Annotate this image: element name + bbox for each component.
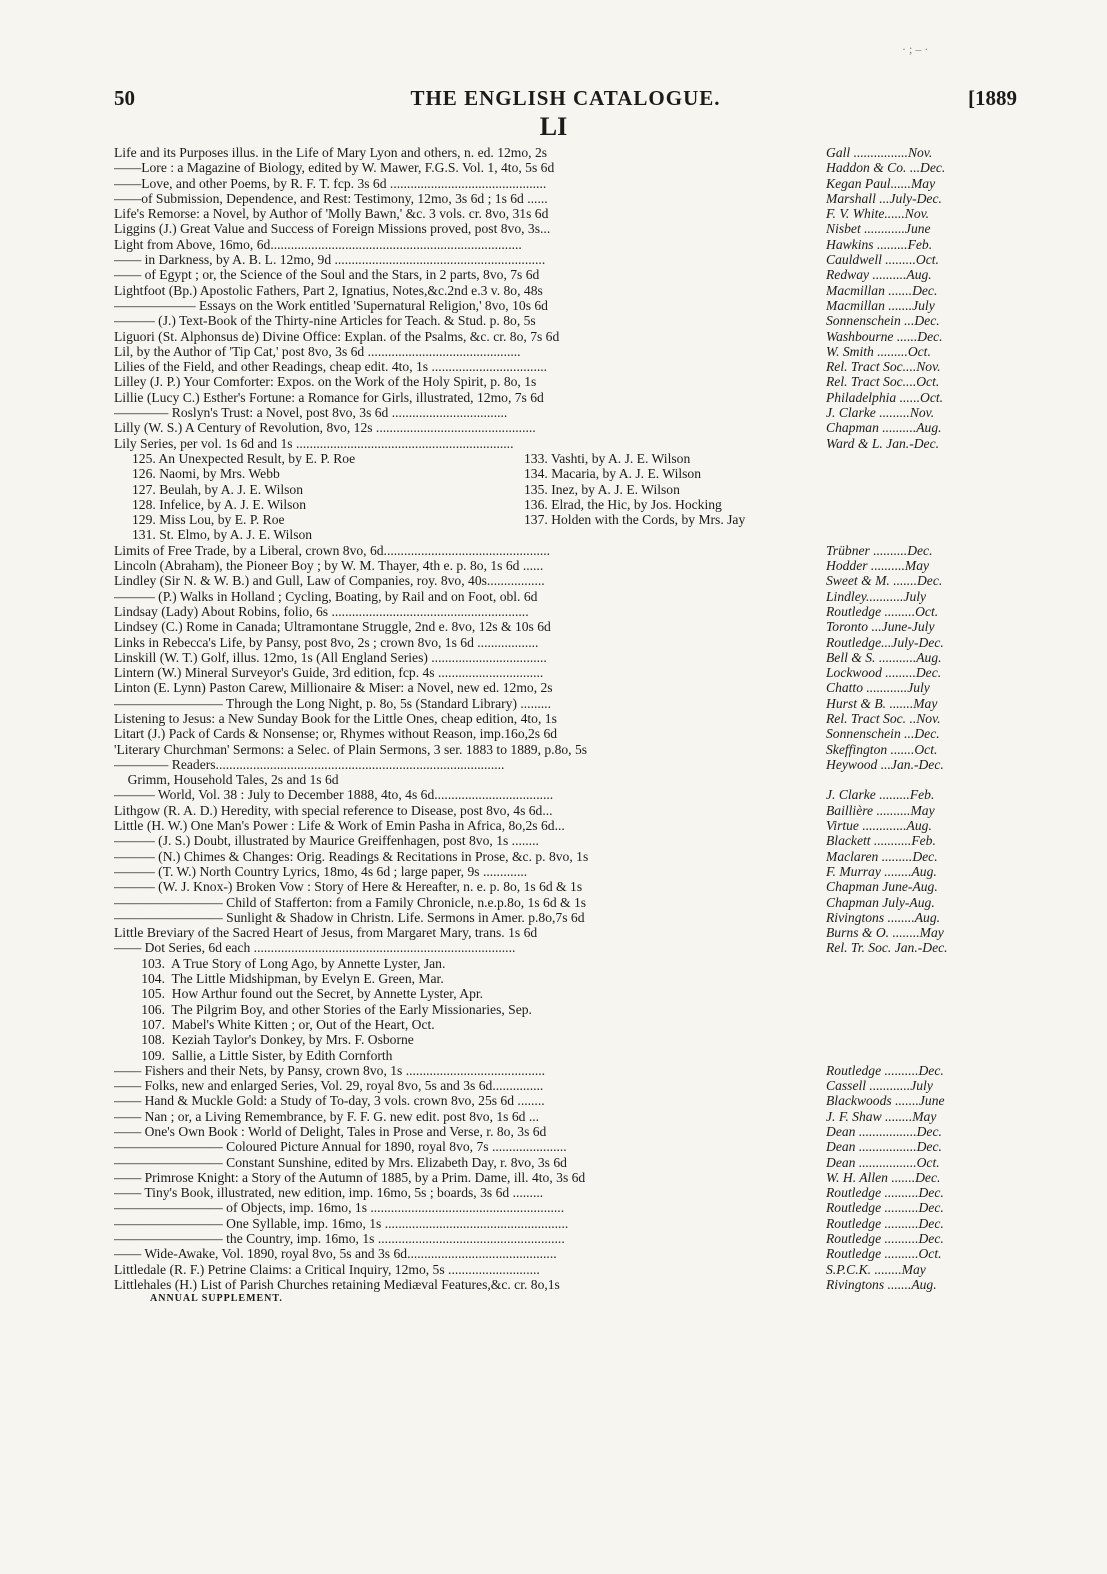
entry-publisher: Cassell ............July xyxy=(826,1078,933,1094)
entry-text: Lilies of the Field, and other Readings, cheap edit. 4to, 1s .................................. xyxy=(114,359,548,375)
catalogue-entry xyxy=(114,589,1019,604)
series-item: 129. Miss Lou, by E. P. Roe xyxy=(132,512,285,528)
entry-text: Little Breviary of the Sacred Heart of Jesus, from Margaret Mary, trans. 1s 6d xyxy=(114,925,538,941)
entry-text: ——Lore : a Magazine of Biology, edited by W. Mawer, F.G.S. Vol. 1, 4to, 5s 6d xyxy=(114,160,555,176)
catalogue-entry xyxy=(114,1216,1019,1231)
entry-publisher: Chapman ..........Aug. xyxy=(826,420,942,436)
catalogue-entry xyxy=(114,1063,1019,1078)
entry-publisher: Sweet & M. .......Dec. xyxy=(826,573,943,589)
catalogue-entry xyxy=(114,405,1019,420)
catalogue-entry xyxy=(114,1277,1019,1292)
entry-text: ——— (N.) Chimes & Changes: Orig. Readings & Recitations in Prose, &c. p. 8vo, 1s xyxy=(114,848,589,864)
entry-list xyxy=(114,145,1019,1306)
catalogue-entry xyxy=(114,1078,1019,1093)
catalogue-entry xyxy=(114,1170,1019,1185)
catalogue-entry xyxy=(114,619,1019,634)
entry-publisher: Dean .................Dec. xyxy=(826,1139,942,1155)
entry-publisher: Gall ................Nov. xyxy=(826,145,933,160)
entry-text: —— Tiny's Book, illustrated, new edition, imp. 16mo, 5s ; boards, 3s 6d ......... xyxy=(114,1185,544,1201)
entry-text: —— Primrose Knight: a Story of the Autumn of 1885, by a Prim. Dame, ill. 4to, 3s 6d xyxy=(114,1169,586,1185)
entry-text: —— of Egypt ; or, the Science of the Soul and the Stars, in 2 parts, 8vo, 7s 6d xyxy=(114,267,540,283)
entry-publisher: S.P.C.K. ........May xyxy=(826,1261,926,1277)
entry-publisher: Burns & O. ........May xyxy=(826,925,944,941)
catalogue-entry xyxy=(114,849,1019,864)
catalogue-entry xyxy=(114,283,1019,298)
entry-publisher: Redway ..........Aug. xyxy=(826,267,932,283)
entry-publisher: J. F. Shaw ........May xyxy=(826,1108,937,1124)
entry-publisher: Rivingtons .......Aug. xyxy=(826,1276,937,1292)
entry-text: Linton (E. Lynn) Paston Carew, Millionaire & Miser: a Novel, new ed. 12mo, 2s xyxy=(114,680,553,696)
entry-publisher: W. Smith .........Oct. xyxy=(826,343,931,359)
entry-publisher: Hawkins .........Feb. xyxy=(826,236,933,252)
series-item: 136. Elrad, the Hic, by Jos. Hocking xyxy=(524,496,722,512)
entry-text: ———— Roslyn's Trust: a Novel, post 8vo, 3s 6d .................................. xyxy=(114,405,508,421)
entry-text: Lil, by the Author of 'Tip Cat,' post 8vo, 3s 6d ............................................. xyxy=(114,343,521,359)
entry-publisher: Virtue .............Aug. xyxy=(826,818,932,834)
entry-publisher: Philadelphia ......Oct. xyxy=(826,389,944,405)
entry-publisher: W. H. Allen .......Dec. xyxy=(826,1169,941,1185)
entry-text: Litart (J.) Pack of Cards & Nonsense; or, Rhymes without Reason, imp.16o,2s 6d xyxy=(114,726,558,742)
entry-publisher: F. V. White......Nov. xyxy=(826,206,930,222)
entry-text: ———————— of Objects, imp. 16mo, 1s ......................................................... xyxy=(114,1200,565,1216)
entry-publisher: Routledge ..........Dec. xyxy=(826,1062,944,1078)
catalogue-entry xyxy=(114,252,1019,267)
catalogue-entry xyxy=(114,940,1019,955)
entry-text: Lincoln (Abraham), the Pioneer Boy ; by W. M. Thayer, 4th e. p. 8o, 1s 6d ...... xyxy=(114,558,544,574)
entry-text: —— in Darkness, by A. B. L. 12mo, 9d .............................................................. xyxy=(114,252,546,268)
series-item-row xyxy=(114,451,1019,466)
catalogue-entry xyxy=(114,374,1019,389)
entry-text: ——— World, Vol. 38 : July to December 1888, 4to, 4s 6d................................... xyxy=(114,787,554,803)
entry-publisher: Routledge .........Oct. xyxy=(826,603,939,619)
entry-text: Littledale (R. F.) Petrine Claims: a Critical Inquiry, 12mo, 5s ........................... xyxy=(114,1261,540,1277)
series-item: 127. Beulah, by A. J. E. Wilson xyxy=(132,481,304,497)
catalogue-entry xyxy=(114,145,1019,160)
entry-text: ——— (T. W.) North Country Lyrics, 18mo, 4s 6d ; large paper, 9s ............. xyxy=(114,863,528,879)
entry-publisher: Lockwood .........Dec. xyxy=(826,665,942,681)
catalogue-entry xyxy=(114,420,1019,435)
entry-publisher: Routledge...July-Dec. xyxy=(826,634,944,650)
catalogue-entry xyxy=(114,757,1019,772)
entry-text: ——— (J. S.) Doubt, illustrated by Maurice Greiffenhagen, post 8vo, 1s ........ xyxy=(114,833,539,849)
series-item: 106. The Pilgrim Boy, and other Stories of the Early Missionaries, Sep. xyxy=(114,1001,532,1017)
entry-text: Lithgow (R. A. D.) Heredity, with special reference to Disease, post 8vo, 4s 6d... xyxy=(114,802,553,818)
entry-publisher: Haddon & Co. ...Dec. xyxy=(826,160,946,176)
catalogue-entry xyxy=(114,818,1019,833)
entry-publisher: Ward & L. Jan.-Dec. xyxy=(826,435,940,451)
entry-text: —— Fishers and their Nets, by Pansy, crown 8vo, 1s ......................................... xyxy=(114,1062,546,1078)
catalogue-entry xyxy=(114,237,1019,252)
catalogue-entry xyxy=(114,176,1019,191)
entry-text: ———————— Child of Stafferton: from a Family Chronicle, n.e.p.8o, 1s 6d & 1s xyxy=(114,894,587,910)
catalogue-entry xyxy=(114,1200,1019,1215)
entry-publisher: Routledge ..........Dec. xyxy=(826,1231,944,1247)
catalogue-entry xyxy=(114,910,1019,925)
series-item: 137. Holden with the Cords, by Mrs. Jay xyxy=(524,512,746,528)
series-item: 128. Infelice, by A. J. E. Wilson xyxy=(132,496,307,512)
entry-publisher: Marshall ...July-Dec. xyxy=(826,190,942,206)
entry-text: Lily Series, per vol. 1s 6d and 1s ................................................................ xyxy=(114,435,514,451)
entry-text: Lindsey (C.) Rome in Canada; Ultramontane Struggle, 2nd e. 8vo, 12s & 10s 6d xyxy=(114,619,551,635)
entry-text: Listening to Jesus: a New Sunday Book for the Little Ones, cheap edition, 4to, 1s xyxy=(114,710,557,726)
catalogue-entry xyxy=(114,879,1019,894)
series-item: 107. Mabel's White Kitten ; or, Out of the Heart, Oct. xyxy=(114,1016,435,1032)
entry-publisher: Hurst & B. .......May xyxy=(826,695,938,711)
catalogue-entry xyxy=(114,680,1019,695)
entry-publisher: F. Murray ........Aug. xyxy=(826,863,937,879)
series-item: 108. Keziah Taylor's Donkey, by Mrs. F. Osborne xyxy=(114,1032,414,1048)
catalogue-entry xyxy=(114,1185,1019,1200)
entry-publisher: Chapman June-Aug. xyxy=(826,879,938,895)
catalogue-entry xyxy=(114,543,1019,558)
entry-text: Links in Rebecca's Life, by Pansy, post 8vo, 2s ; crown 8vo, 1s 6d .................. xyxy=(114,634,539,650)
entry-text: —— Hand & Muckle Gold: a Study of To-day, 3 vols. crown 8vo, 25s 6d ........ xyxy=(114,1093,545,1109)
entry-publisher: Rel. Tr. Soc. Jan.-Dec. xyxy=(826,940,948,956)
entry-publisher: Routledge ..........Dec. xyxy=(826,1200,944,1216)
entry-publisher: Macmillan .......July xyxy=(826,297,935,313)
entry-text: ———————— One Syllable, imp. 16mo, 1s ...................................................... xyxy=(114,1215,569,1231)
catalogue-entry xyxy=(114,711,1019,726)
entry-text: ———————— Coloured Picture Annual for 1890, royal 8vo, 7s ...................... xyxy=(114,1139,567,1155)
entry-text: ———— Readers..................................................................................... xyxy=(114,756,505,772)
catalogue-entry xyxy=(114,1246,1019,1261)
entry-text: —— Dot Series, 6d each ............................................................................. xyxy=(114,940,516,956)
entry-publisher: Baillière ..........May xyxy=(826,802,935,818)
catalogue-entry xyxy=(114,1139,1019,1154)
entry-text: —— Folks, new and enlarged Series, Vol. 29, royal 8vo, 5s and 3s 6d............... xyxy=(114,1078,544,1094)
catalogue-entry xyxy=(114,298,1019,313)
entry-text: —————— Essays on the Work entitled 'Supernatural Religion,' 8vo, 10s 6d xyxy=(114,297,548,313)
catalogue-entry xyxy=(114,803,1019,818)
series-item-row xyxy=(114,466,1019,481)
series-item: 134. Macaria, by A. J. E. Wilson xyxy=(524,466,702,482)
entry-text: Littlehales (H.) List of Parish Churches retaining Mediæval Features,&c. cr. 8o,1s xyxy=(114,1276,560,1292)
entry-publisher: Kegan Paul......May xyxy=(826,175,936,191)
entry-text: Lillie (Lucy C.) Esther's Fortune: a Romance for Girls, illustrated, 12mo, 7s 6d xyxy=(114,389,544,405)
entry-text: 'Literary Churchman' Sermons: a Selec. of Plain Sermons, 3 ser. 1883 to 1889, p.8o, 5s xyxy=(114,741,588,757)
entry-publisher: Nisbet ............June xyxy=(826,221,931,237)
catalogue-entry xyxy=(114,1124,1019,1139)
catalogue-entry xyxy=(114,1109,1019,1124)
entry-publisher: Maclaren .........Dec. xyxy=(826,848,938,864)
entry-text: Life's Remorse: a Novel, by Author of 'Molly Bawn,' &c. 3 vols. cr. 8vo, 31s 6d xyxy=(114,206,549,222)
entry-text: ——of Submission, Dependence, and Rest: Testimony, 12mo, 3s 6d ; 1s 6d ...... xyxy=(114,190,548,206)
entry-publisher: Rel. Tract Soc....Oct. xyxy=(826,374,940,390)
page-title: THE ENGLISH CATALOGUE. xyxy=(410,86,721,110)
series-item: 104. The Little Midshipman, by Evelyn E. Green, Mar. xyxy=(114,971,444,987)
series-item: 125. An Unexpected Result, by E. P. Roe xyxy=(132,450,356,466)
entry-text: —— Wide-Awake, Vol. 1890, royal 8vo, 5s and 3s 6d............................................ xyxy=(114,1246,557,1262)
catalogue-entry xyxy=(114,895,1019,910)
catalogue-entry xyxy=(114,558,1019,573)
series-item: 126. Naomi, by Mrs. Webb xyxy=(132,466,280,482)
entry-publisher: Bell & S. ...........Aug. xyxy=(826,649,942,665)
catalogue-entry xyxy=(114,925,1019,940)
series-item: 133. Vashti, by A. J. E. Wilson xyxy=(524,450,691,466)
entry-publisher: Chatto ............July xyxy=(826,680,930,696)
entry-text: —— Nan ; or, a Living Remembrance, by F. F. G. new edit. post 8vo, 1s 6d ... xyxy=(114,1108,540,1124)
entry-publisher: Routledge ..........Dec. xyxy=(826,1215,944,1231)
entry-publisher: Blackwoods .......June xyxy=(826,1093,945,1109)
entry-publisher: Routledge ..........Oct. xyxy=(826,1246,942,1262)
catalogue-entry xyxy=(114,267,1019,282)
catalogue-entry xyxy=(114,742,1019,757)
entry-text: Lintern (W.) Mineral Surveyor's Guide, 3rd edition, fcp. 4s ............................... xyxy=(114,665,544,681)
catalogue-entry xyxy=(114,344,1019,359)
entry-publisher: Blackett ...........Feb. xyxy=(826,833,936,849)
entry-publisher: Toronto ...June-July xyxy=(826,619,935,635)
series-item: Grimm, Household Tales, 2s and 1s 6d xyxy=(114,772,339,788)
entry-text: ———————— Constant Sunshine, edited by Mrs. Elizabeth Day, r. 8vo, 3s 6d xyxy=(114,1154,567,1170)
series-item: 103. A True Story of Long Ago, by Annette Lyster, Jan. xyxy=(114,955,446,971)
catalogue-entry xyxy=(114,1093,1019,1108)
catalogue-entry xyxy=(114,436,1019,451)
entry-publisher: Dean .................Dec. xyxy=(826,1124,942,1139)
entry-text: Little (H. W.) One Man's Power : Life & Work of Emin Pasha in Africa, 8o,2s 6d... xyxy=(114,818,565,834)
catalogue-entry xyxy=(114,1262,1019,1277)
catalogue-entry xyxy=(114,833,1019,848)
entry-publisher: Dean .................Oct. xyxy=(826,1154,940,1170)
entry-text: ——— (J.) Text-Book of the Thirty-nine Articles for Teach. & Stud. p. 8o, 5s xyxy=(114,313,536,329)
catalogue-entry xyxy=(114,191,1019,206)
series-item: 105. How Arthur found out the Secret, by Annette Lyster, Apr. xyxy=(114,986,484,1002)
series-item: 131. St. Elmo, by A. J. E. Wilson xyxy=(132,527,313,543)
page-number: 50 xyxy=(114,86,135,110)
entry-publisher: Heywood ...Jan.-Dec. xyxy=(826,756,944,772)
catalogue-entry xyxy=(114,635,1019,650)
entry-text: Light from Above, 16mo, 6d.......................................................................... xyxy=(114,236,522,252)
catalogue-entry xyxy=(114,1231,1019,1246)
entry-text: ———————— the Country, imp. 16mo, 1s ....................................................... xyxy=(114,1231,565,1247)
entry-publisher: Hodder ..........May xyxy=(826,558,930,574)
entry-publisher: Macmillan .......Dec. xyxy=(826,282,938,298)
series-item-row xyxy=(114,527,1019,542)
entry-text: ——Love, and other Poems, by R. F. T. fcp. 3s 6d .............................................. xyxy=(114,175,547,191)
entry-text: ——— (W. J. Knox-) Broken Vow : Story of Here & Hereafter, n. e. p. 8o, 1s 6d & 1s xyxy=(114,879,583,895)
entry-text: Liggins (J.) Great Value and Success of Foreign Missions proved, post 8vo, 3s... xyxy=(114,221,551,237)
catalogue-entry xyxy=(114,726,1019,741)
catalogue-entry xyxy=(114,1155,1019,1170)
catalogue-entry xyxy=(114,665,1019,680)
entry-publisher: Trübner ..........Dec. xyxy=(826,542,933,558)
entry-text: Lindsay (Lady) About Robins, folio, 6s .......................................................... xyxy=(114,603,529,619)
entry-publisher: Sonnenschein ...Dec. xyxy=(826,726,940,742)
entry-publisher: Sonnenschein ...Dec. xyxy=(826,313,940,329)
series-item-row xyxy=(114,497,1019,512)
catalogue-entry xyxy=(114,313,1019,328)
year-label: [1889 xyxy=(968,86,1017,110)
catalogue-entry xyxy=(114,650,1019,665)
entry-publisher: Rel. Tract Soc....Nov. xyxy=(826,359,941,375)
entry-text: Limits of Free Trade, by a Liberal, crown 8vo, 6d................................................. xyxy=(114,542,551,558)
entry-text: Lilley (J. P.) Your Comforter: Expos. on the Work of the Holy Spirit, p. 8o, 1s xyxy=(114,374,537,390)
entry-publisher: Cauldwell .........Oct. xyxy=(826,252,939,268)
catalogue-entry xyxy=(114,160,1019,175)
entry-text: ———————— Through the Long Night, p. 8o, 5s (Standard Library) ......... xyxy=(114,695,551,711)
entry-text: Lindley (Sir N. & W. B.) and Gull, Law of Companies, roy. 8vo, 40s................. xyxy=(114,573,545,589)
entry-publisher: Lindley...........July xyxy=(826,588,927,604)
corner-marks: · ; – · xyxy=(902,42,929,56)
entry-publisher: Chapman July-Aug. xyxy=(826,894,935,910)
series-item: 135. Inez, by A. J. E. Wilson xyxy=(524,481,680,497)
catalogue-entry xyxy=(114,206,1019,221)
catalogue-entry xyxy=(114,604,1019,619)
catalogue-entry xyxy=(114,329,1019,344)
entry-publisher: Routledge ..........Dec. xyxy=(826,1185,944,1201)
entry-publisher: Skeffington .......Oct. xyxy=(826,741,938,757)
entry-text: Lightfoot (Bp.) Apostolic Fathers, Part 2, Ignatius, Notes,&c.2nd e.3 v. 8o, 48s xyxy=(114,282,543,298)
catalogue-entry xyxy=(114,359,1019,374)
catalogue-entry xyxy=(114,221,1019,236)
entry-text: Liguori (St. Alphonsus de) Divine Office: Explan. of the Psalms, &c. cr. 8o, 7s 6d xyxy=(114,328,560,344)
catalogue-entry xyxy=(114,696,1019,711)
series-item-row xyxy=(114,512,1019,527)
series-item: 109. Sallie, a Little Sister, by Edith Cornforth xyxy=(114,1047,393,1063)
entry-text: Lilly (W. S.) A Century of Revolution, 8vo, 12s ............................................... xyxy=(114,420,536,436)
catalogue-entry xyxy=(114,390,1019,405)
entry-text: Linskill (W. T.) Golf, illus. 12mo, 1s (All England Series) .................................. xyxy=(114,649,547,665)
entry-publisher: Rivingtons ........Aug. xyxy=(826,909,941,925)
entry-text: ———————— Sunlight & Shadow in Christn. Life. Sermons in Amer. p.8o,7s 6d xyxy=(114,909,585,925)
series-item-row xyxy=(114,482,1019,497)
entry-publisher: J. Clarke .........Feb. xyxy=(826,787,935,803)
entry-publisher: J. Clarke .........Nov. xyxy=(826,405,935,421)
entry-text: Life and its Purposes illus. in the Life of Mary Lyon and others, n. ed. 12mo, 2s xyxy=(114,145,548,160)
section-letters: LI xyxy=(539,112,568,141)
entry-publisher: Washbourne ......Dec. xyxy=(826,328,943,344)
entry-text: —— One's Own Book : World of Delight, Tales in Prose and Verse, r. 8o, 3s 6d xyxy=(114,1124,547,1139)
catalogue-entry xyxy=(114,787,1019,802)
footer-note: ANNUAL SUPPLEMENT. xyxy=(150,1293,283,1305)
catalogue-entry xyxy=(114,573,1019,588)
catalogue-entry xyxy=(114,864,1019,879)
entry-text: ——— (P.) Walks in Holland ; Cycling, Boating, by Rail and on Foot, obl. 6d xyxy=(114,588,538,604)
entry-publisher: Rel. Tract Soc. ..Nov. xyxy=(826,710,941,726)
